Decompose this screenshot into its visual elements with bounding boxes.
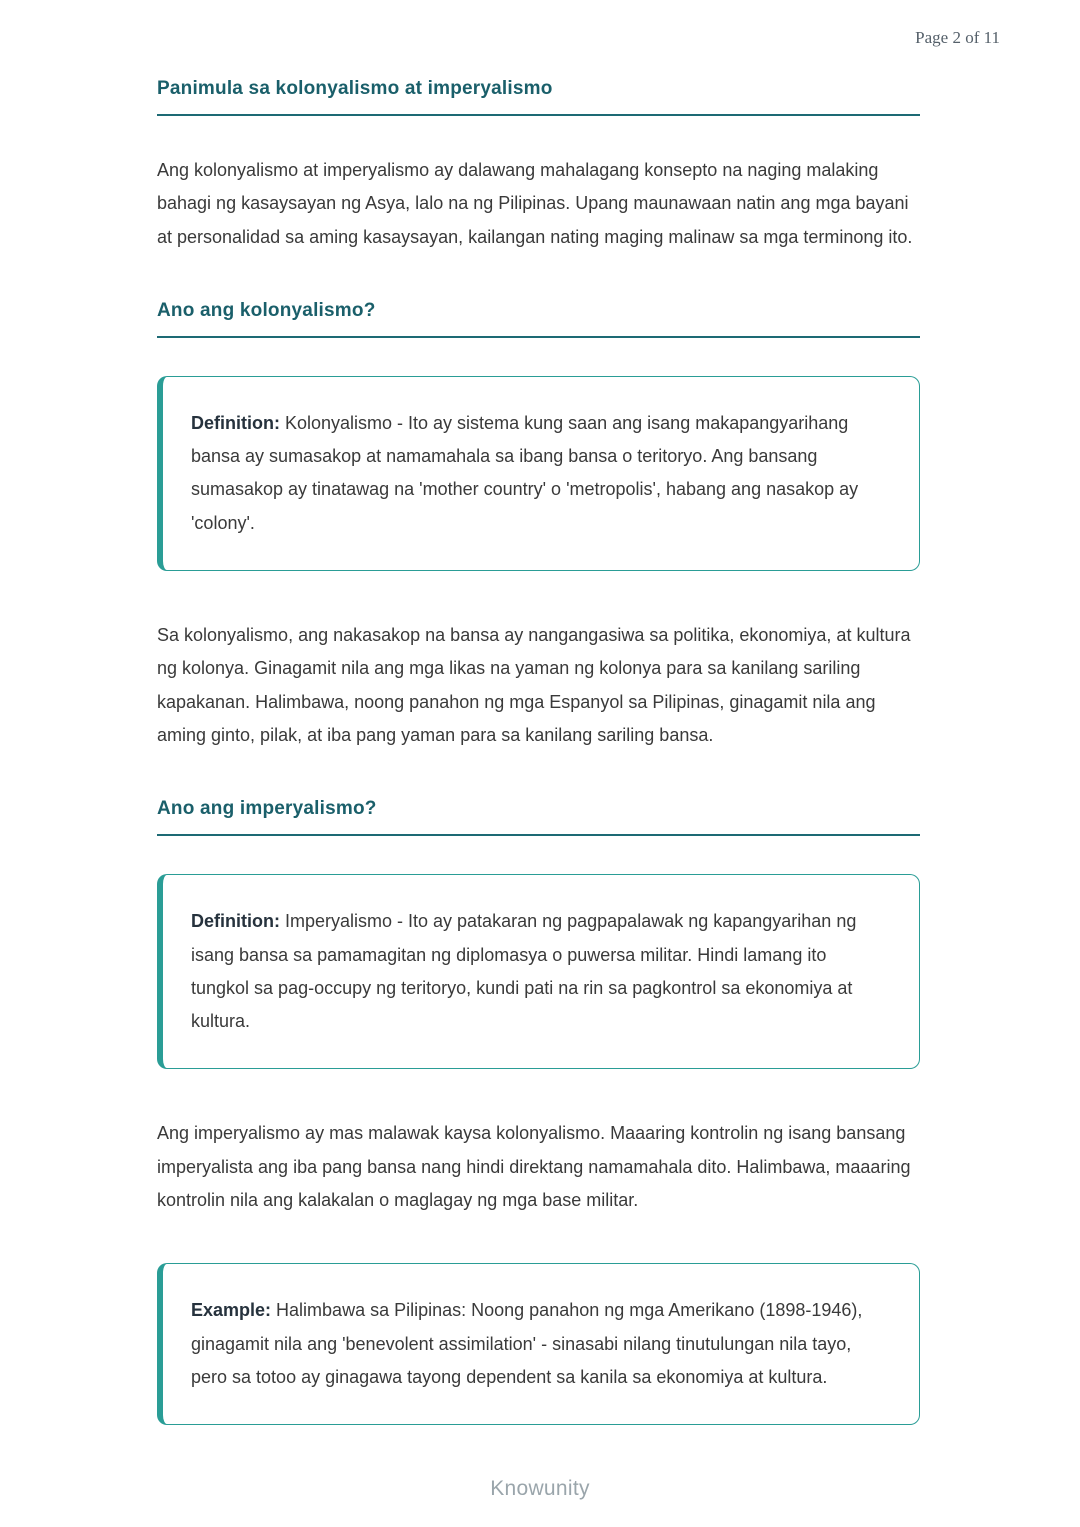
- section-title-kolonyalismo: Ano ang kolonyalismo?: [157, 299, 376, 321]
- paragraph-imperyalismo: Ang imperyalismo ay mas malawak kaysa kolonyalismo. Maaaring kontrolin ng isang bansang imperyalista ang iba pang bansa nang hindi direktang namamahala dito. Halimbawa, maaaring kontrolin nila ang kalakalan o maglagay ng mga base militar.: [157, 1123, 911, 1211]
- definition-box-imperyalismo: [157, 874, 920, 1069]
- section-title-intro: Panimula sa kolonyalismo at imperyalismo: [157, 78, 553, 99]
- paragraph-intro: Ang kolonyalismo at imperyalismo ay dalawang mahalagang konsepto na naging malaking bahagi ng kasaysayan ng Asya, lalo na ng Pilipinas. Upang maunawaan natin ang mga bayani at personalidad sa aming kasaysayan, kailangan nating maging malinaw sa mga terminong ito.: [157, 160, 913, 247]
- document-content: [157, 78, 920, 1473]
- example-label: Example:: [191, 1300, 272, 1321]
- paragraph-kolonyalismo: Sa kolonyalismo, ang nakasakop na bansa ay nangangasiwa sa politika, ekonomiya, at kultura ng kolonya. Ginagamit nila ang mga likas na yaman ng kolonya para sa kanilang sariling kapakanan. Halimbawa, noong panahon ng mga Espanyol sa Pilipinas, ginagamit nila ang aming ginto, pilak, at iba pang yaman para sa kanilang sariling bansa.: [157, 625, 911, 745]
- example-box-imperyalismo: [157, 1263, 920, 1425]
- title-rule: [157, 114, 920, 116]
- definition-text: Imperyalismo - Ito ay patakaran ng pagpapalawak ng kapangyarihan ng isang bansa sa pamamagitan ng diplomasya o puwersa militar. Hindi lamang ito tungkol sa pag-occupy ng teritoryo, kundi pati na rin sa pagkontrol sa ekonomiya at kultura.: [191, 911, 857, 1032]
- definition-box-kolonyalismo: [157, 376, 920, 571]
- example-text: Halimbawa sa Pilipinas: Noong panahon ng mga Amerikano (1898-1946), ginagamit nila ang 'benevolent assimilation' - sinasabi nilang tinutulungan nila tayo, pero sa totoo ay ginagawa tayong dependent sa kanila sa ekonomiya at kultura.: [191, 1300, 863, 1387]
- title-rule: [157, 834, 920, 836]
- section-title-imperyalismo: Ano ang imperyalismo?: [157, 798, 377, 820]
- title-rule: [157, 336, 920, 338]
- definition-text: Kolonyalismo - Ito ay sistema kung saan ang isang makapangyarihang bansa ay sumasakop at namamahala sa ibang bansa o teritoryo. Ang bansang sumasakop ay tinatawag na 'mother country' o 'metropolis', habang ang nasakop ay 'colony'.: [191, 412, 859, 533]
- definition-label: Definition:: [191, 911, 280, 932]
- definition-label: Definition:: [191, 412, 280, 433]
- page-number-indicator: Page 2 of 11: [915, 28, 1000, 47]
- footer-brand: Knowunity: [490, 1477, 590, 1500]
